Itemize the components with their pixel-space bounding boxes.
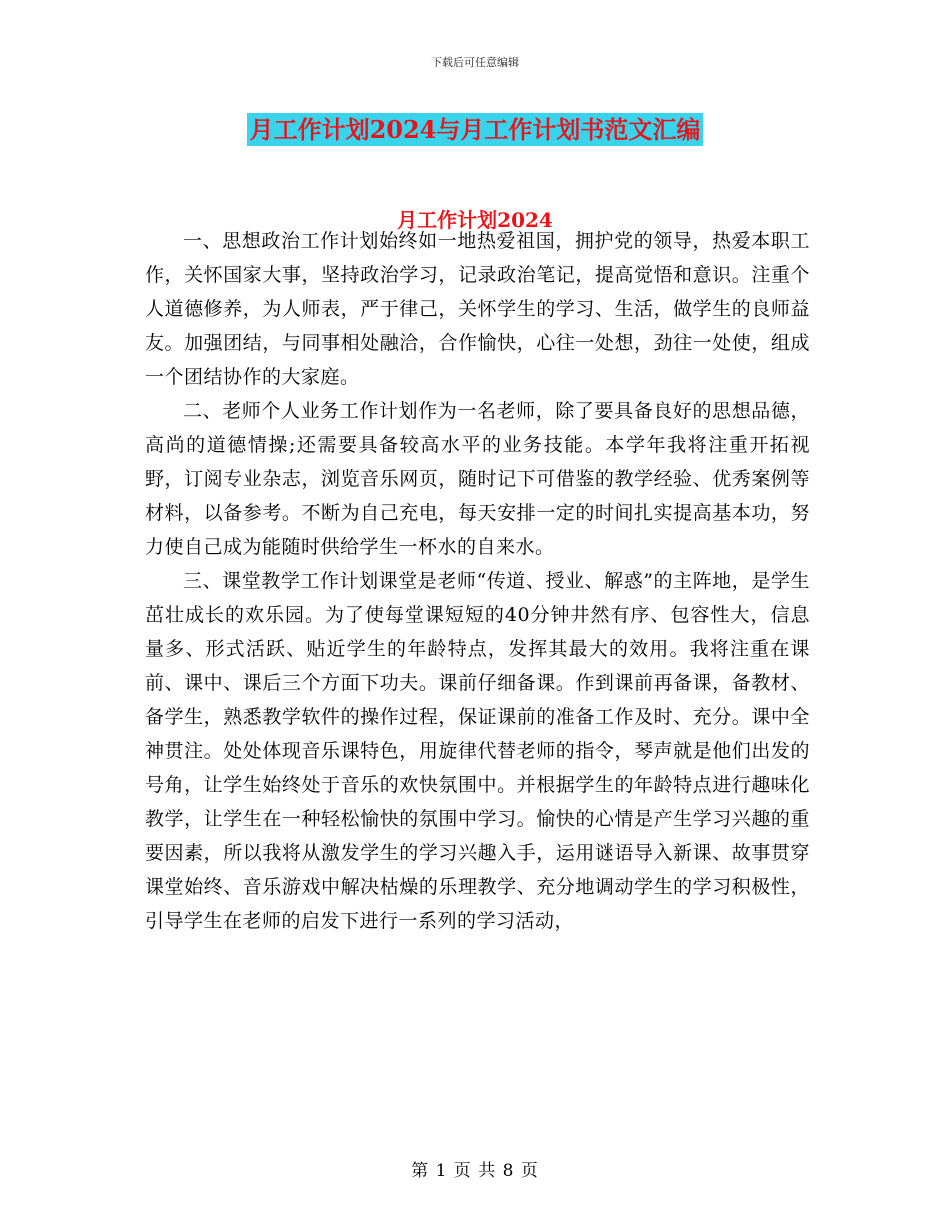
- document-body: [145, 224, 810, 938]
- section-title: 月工作计划2024: [397, 208, 553, 232]
- paragraph-2: 二、老师个人业务工作计划作为一名老师，除了要具备良好的思想品德，高尚的道德情操;还需要具备较高水平的业务技能。本学年我将注重开拓视野，订阅专业杂志，浏览音乐网页，随时记下可借鉴的教学经验、优秀案例等材料，以备参考。不断为自己充电，每天安排一定的时间扎实提高基本功，努力使自己成为能随时供给学生一杯水的自来水。: [145, 400, 810, 558]
- document-title: [0, 110, 950, 145]
- page-number: 第 1 页 共 8 页: [411, 1161, 539, 1181]
- document-title-text: 月工作计划2024与月工作计划书范文汇编: [247, 113, 704, 146]
- header-note: 下载后可任意编辑: [431, 56, 519, 69]
- paragraph-1: 一、思想政治工作计划始终如一地热爱祖国，拥护党的领导，热爱本职工作，关怀国家大事，坚持政治学习，记录政治笔记，提高觉悟和意识。注重个人道德修养，为人师表，严于律己，关怀学生的学习、生活，做学生的良师益友。加强团结，与同事相处融洽，合作愉快，心往一处想，劲往一处使，组成一个团结协作的大家庭。: [145, 230, 810, 388]
- paragraph-3: 三、课堂教学工作计划课堂是老师“传道、授业、解惑”的主阵地，是学生茁壮成长的欢乐园。为了使每堂课短短的40分钟井然有序、包容性大，信息量多、形式活跃、贴近学生的年龄特点，发挥其最大的效用。我将注重在课前、课中、课后三个方面下功夫。课前仔细备课。作到课前再备课，备教材、备学生，熟悉教学软件的操作过程，保证课前的准备工作及时、充分。课中全神贯注。处处体现音乐课特色，用旋律代替老师的指令，琴声就是他们出发的号角，让学生始终处于音乐的欢快氛围中。并根据学生的年龄特点进行趣味化教学，让学生在一种轻松愉快的氛围中学习。愉快的心情是产生学习兴趣的重要因素，所以我将从激发学生的学习兴趣入手，运用谜语导入新课、故事贯穿课堂始终、音乐游戏中解决枯燥的乐理教学、充分地调动学生的学习积极性，引导学生在老师的启发下进行一系列的学习活动，: [145, 570, 810, 932]
